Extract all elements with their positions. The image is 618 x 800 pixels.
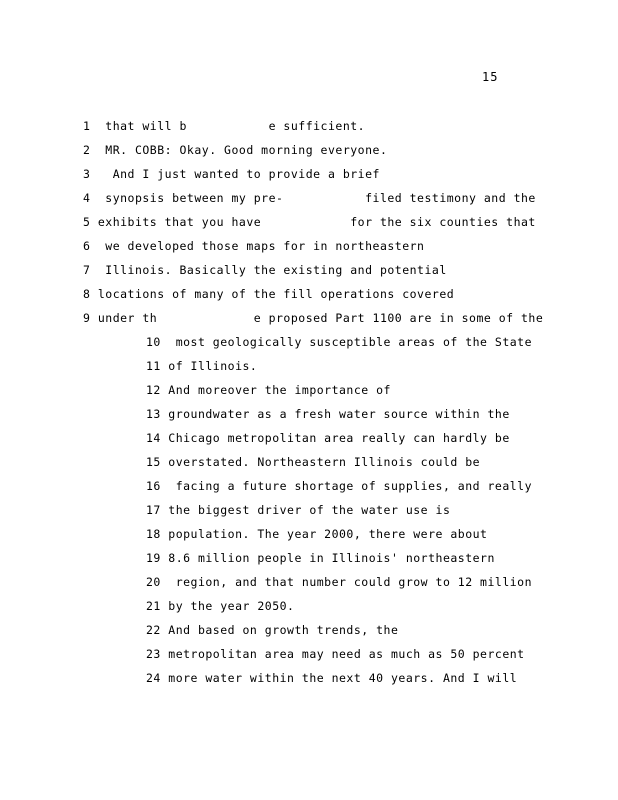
transcript-line: 20 region, and that number could grow to 12 million — [146, 575, 533, 589]
transcript-line: 7 Illinois. Basically the existing and potential — [83, 263, 447, 277]
transcript-line: 13 groundwater as a fresh water source within the — [146, 407, 510, 421]
transcript-line: 1 that will b e sufficient. — [83, 119, 366, 133]
transcript-line: 12 And moreover the importance of — [146, 383, 391, 397]
page-number: 15 — [482, 70, 499, 84]
transcript-line: 11 of Illinois. — [146, 359, 258, 373]
transcript-line: 10 most geologically susceptible areas of the State — [146, 335, 533, 349]
transcript-line: 4 synopsis between my pre- filed testimony and the — [83, 191, 536, 205]
transcript-line: 16 facing a future shortage of supplies, and really — [146, 479, 533, 493]
transcript-line: 6 we developed those maps for in northeastern — [83, 239, 425, 253]
transcript-line: 19 8.6 million people in Illinois' northeastern — [146, 551, 495, 565]
transcript-line: 22 And based on growth trends, the — [146, 623, 399, 637]
transcript-line: 14 Chicago metropolitan area really can hardly be — [146, 431, 510, 445]
transcript-line: 21 by the year 2050. — [146, 599, 295, 613]
transcript-line: 8 locations of many of the fill operations covered — [83, 287, 455, 301]
transcript-line: 3 And I just wanted to provide a brief — [83, 167, 380, 181]
transcript-line: 9 under th e proposed Part 1100 are in some of the — [83, 311, 544, 325]
transcript-line: 24 more water within the next 40 years. And I will — [146, 671, 518, 685]
transcript-line: 18 population. The year 2000, there were about — [146, 527, 488, 541]
transcript-line: 5 exhibits that you have for the six counties that — [83, 215, 536, 229]
transcript-line: 17 the biggest driver of the water use is — [146, 503, 451, 517]
transcript-line: 23 metropolitan area may need as much as 50 percent — [146, 647, 525, 661]
transcript-line: 15 overstated. Northeastern Illinois could be — [146, 455, 481, 469]
transcript-line: 2 MR. COBB: Okay. Good morning everyone. — [83, 143, 388, 157]
